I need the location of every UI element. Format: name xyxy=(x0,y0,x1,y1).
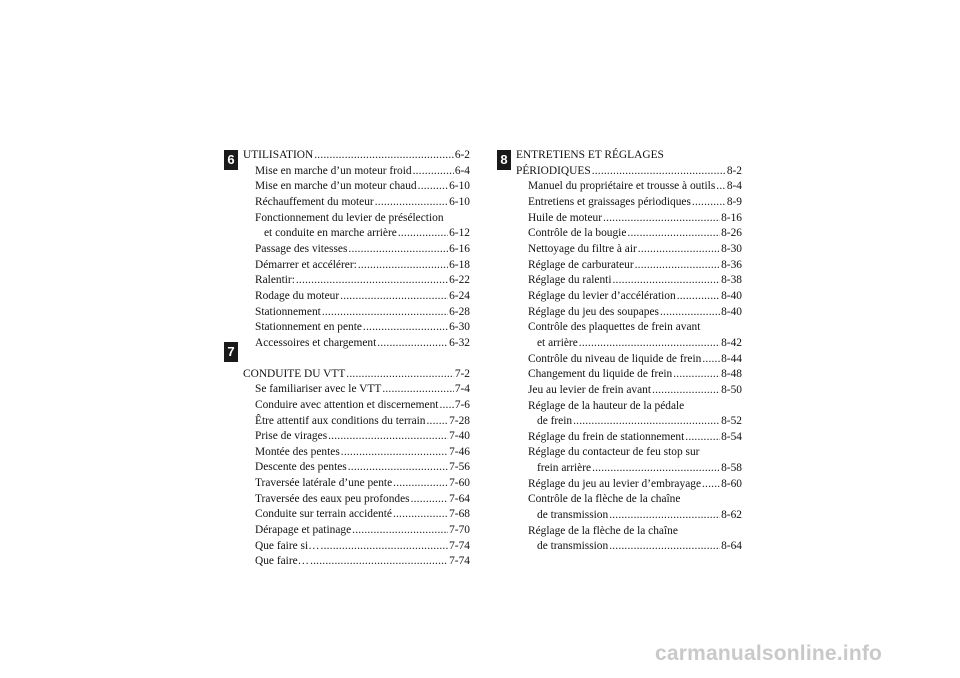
toc-entry[interactable]: Réglage du levier d’accélération ..... 8-40 xyxy=(516,289,742,305)
toc-entry[interactable]: de transmission ..... 8-64 xyxy=(516,539,742,555)
toc-entry[interactable]: de frein ..... 8-52 xyxy=(516,414,742,430)
toc-entry[interactable]: Manuel du propriétaire et trousse à outils ..... 8-4 xyxy=(516,179,742,195)
toc-entry[interactable]: Contrôle du niveau de liquide de frein ..... 8-44 xyxy=(516,352,742,368)
toc-entry[interactable]: Jeu au levier de frein avant ..... 8-50 xyxy=(516,383,742,399)
toc-entry[interactable]: Prise de virages ..... 7-40 xyxy=(243,429,470,445)
toc-entry[interactable]: Mise en marche d’un moteur froid ..... 6-4 xyxy=(243,164,470,180)
toc-section-7-heading[interactable]: CONDUITE DU VTT ..... 7-2 xyxy=(243,367,470,383)
toc-entry[interactable]: de transmission ..... 8-62 xyxy=(516,508,742,524)
toc-entry[interactable]: Que faire… ..... 7-74 xyxy=(243,554,470,570)
section-7-tab: 7 xyxy=(224,342,238,362)
toc-section-6-heading[interactable]: UTILISATION ..... 6-2 xyxy=(243,148,470,164)
toc-section-8-heading[interactable]: PÉRIODIQUES ..... 8-2 xyxy=(516,164,742,180)
toc-section-8-heading-line1[interactable]: ENTRETIENS ET RÉGLAGES xyxy=(516,149,664,161)
toc-entry[interactable]: Réglage du jeu des soupapes ..... 8-40 xyxy=(516,305,742,321)
section-gap xyxy=(243,352,470,367)
toc-entry[interactable]: Réglage du ralenti ..... 8-38 xyxy=(516,273,742,289)
toc-entry-line[interactable]: Contrôle des plaquettes de frein avant xyxy=(528,321,701,334)
toc-entry[interactable]: et arrière ..... 8-42 xyxy=(516,336,742,352)
toc-entry[interactable]: Changement du liquide de frein ..... 8-48 xyxy=(516,367,742,383)
toc-entry[interactable]: Dérapage et patinage ..... 7-70 xyxy=(243,523,470,539)
toc-entry-line[interactable]: Réglage du contacteur de feu stop sur xyxy=(528,446,700,459)
toc-entry-line[interactable]: Réglage de la flèche de la chaîne xyxy=(528,524,678,537)
toc-entry[interactable]: Être attentif aux conditions du terrain ..... 7-28 xyxy=(243,414,470,430)
toc-right-column xyxy=(516,148,742,555)
toc-entry[interactable]: Stationnement ..... 6-28 xyxy=(243,305,470,321)
toc-left-column xyxy=(243,148,470,570)
toc-entry[interactable]: Réchauffement du moteur ..... 6-10 xyxy=(243,195,470,211)
toc-entry[interactable]: Passage des vitesses ..... 6-16 xyxy=(243,242,470,258)
toc-entry[interactable]: Stationnement en pente ..... 6-30 xyxy=(243,320,470,336)
toc-entry[interactable]: frein arrière ..... 8-58 xyxy=(516,461,742,477)
toc-entry-line[interactable]: Contrôle de la flèche de la chaîne xyxy=(528,493,681,506)
toc-entry[interactable]: Traversée latérale d’une pente ..... 7-60 xyxy=(243,476,470,492)
toc-entry[interactable]: Conduite sur terrain accidenté ..... 7-68 xyxy=(243,507,470,523)
toc-entry[interactable]: Que faire si… ..... 7-74 xyxy=(243,539,470,555)
toc-entry-line[interactable]: Fonctionnement du levier de présélection xyxy=(255,211,444,224)
toc-entry[interactable]: Démarrer et accélérer: ..... 6-18 xyxy=(243,258,470,274)
toc-entry[interactable]: Montée des pentes ..... 7-46 xyxy=(243,445,470,461)
toc-entry[interactable]: Huile de moteur ..... 8-16 xyxy=(516,211,742,227)
section-8-tab: 8 xyxy=(497,150,511,170)
toc-entry[interactable]: et conduite en marche arrière ..... 6-12 xyxy=(243,226,470,242)
toc-entry[interactable]: Traversée des eaux peu profondes ..... 7-64 xyxy=(243,492,470,508)
toc-entry[interactable]: Se familiariser avec le VTT ..... 7-4 xyxy=(243,382,470,398)
toc-entry[interactable]: Nettoyage du filtre à air ..... 8-30 xyxy=(516,242,742,258)
toc-entry-line[interactable]: Réglage de la hauteur de la pédale xyxy=(528,399,685,412)
toc-entry[interactable]: Mise en marche d’un moteur chaud ..... 6-10 xyxy=(243,179,470,195)
section-6-tab: 6 xyxy=(224,150,238,170)
toc-entry[interactable]: Réglage de carburateur ..... 8-36 xyxy=(516,258,742,274)
toc-entry[interactable]: Descente des pentes ..... 7-56 xyxy=(243,460,470,476)
toc-entry[interactable]: Conduire avec attention et discernement ..... 7-6 xyxy=(243,398,470,414)
toc-entry[interactable]: Ralentir: ..... 6-22 xyxy=(243,273,470,289)
toc-entry[interactable]: Réglage du frein de stationnement ..... 8-54 xyxy=(516,430,742,446)
toc-entry[interactable]: Réglage du jeu au levier d’embrayage ..... 8-60 xyxy=(516,477,742,493)
toc-entry[interactable]: Accessoires et chargement ..... 6-32 xyxy=(243,336,470,352)
toc-entry[interactable]: Contrôle de la bougie ..... 8-26 xyxy=(516,226,742,242)
watermark-text: carmanualsonline.info xyxy=(655,642,883,665)
toc-entry[interactable]: Entretiens et graissages périodiques ..... 8-9 xyxy=(516,195,742,211)
toc-entry[interactable]: Rodage du moteur ..... 6-24 xyxy=(243,289,470,305)
